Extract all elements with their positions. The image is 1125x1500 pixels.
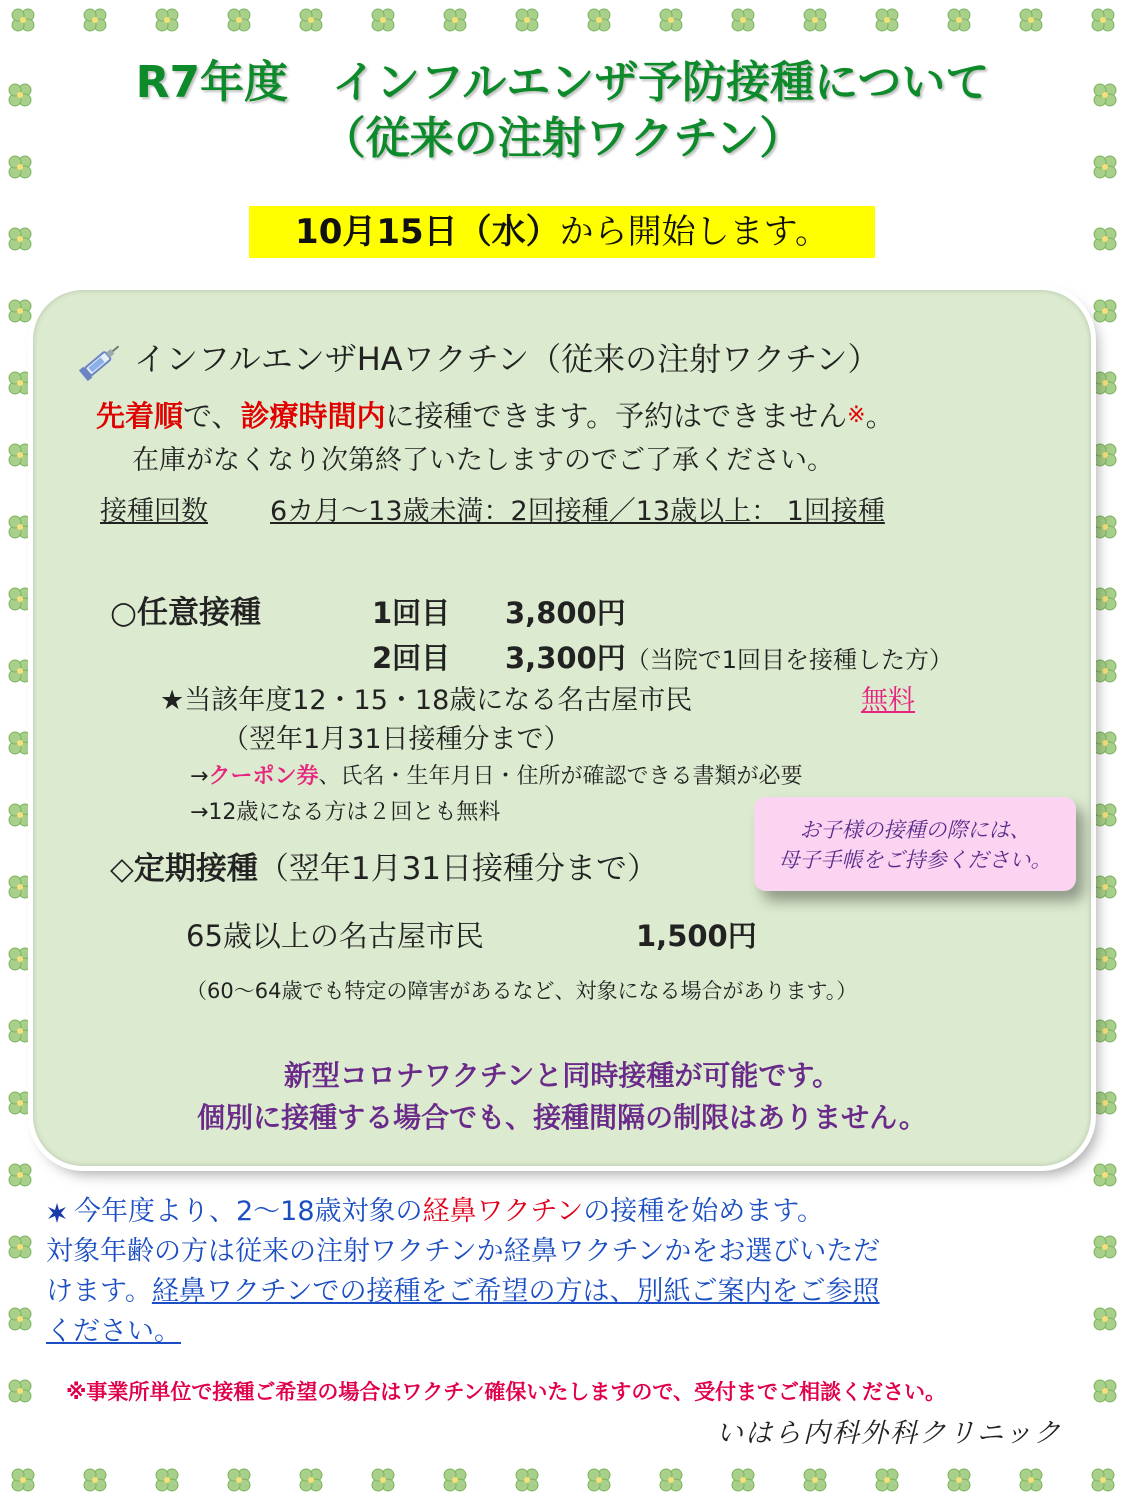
nasal-line3-pre: けます。 [46, 1276, 152, 1307]
nasal-line1-post: の接種を始めます。 [583, 1196, 825, 1227]
clover-icon [1090, 296, 1120, 326]
clover-icon [1090, 440, 1120, 470]
routine-price: 1,500円 [636, 919, 757, 953]
first-come-line [96, 394, 895, 438]
clover-icon [800, 1465, 830, 1495]
nasal-line3 [46, 1272, 880, 1312]
covid-line2: 個別に接種する場合でも、接種間隔の制限はありません。 [197, 1101, 927, 1134]
free-label: 無料 [861, 685, 915, 716]
child-note-line1: お子様の接種の際には、 [799, 818, 1031, 842]
nasal-vaccine-label: 経鼻ワクチン [422, 1196, 584, 1227]
page-title: R7年度 インフルエンザ予防接種について [135, 57, 990, 108]
routine-line [110, 846, 658, 892]
clover-icon [5, 368, 35, 398]
stock-notice: 在庫がなくなり次第終了いたしますのでご了承ください。 [132, 445, 834, 476]
clover-icon [1090, 944, 1120, 974]
clover-icon [5, 1232, 35, 1262]
clover-icon [1090, 1088, 1120, 1118]
clover-icon [1090, 1232, 1120, 1262]
hours-label: 診療時間内 [240, 399, 386, 433]
clover-icon [440, 1465, 470, 1495]
second-dose-note: （当院で1回目を接種した方） [625, 646, 954, 674]
clover-icon [8, 5, 38, 35]
clover-icon [5, 512, 35, 542]
clover-icon [5, 224, 35, 254]
clover-icon [5, 1160, 35, 1190]
clover-icon [1090, 800, 1120, 830]
clover-icon [224, 5, 254, 35]
clinic-name: いはら内科外科クリニック [716, 1418, 1063, 1449]
clover-icon [1090, 872, 1120, 902]
clover-icon [1090, 728, 1120, 758]
clover-icon [584, 1465, 614, 1495]
clover-icon [728, 5, 758, 35]
clover-icon [512, 1465, 542, 1495]
clover-icon [1090, 1016, 1120, 1046]
start-date-banner [249, 206, 875, 258]
nasal-line2: 対象年齢の方は従来の注射ワクチンか経鼻ワクチンかをお選びいただ [46, 1236, 881, 1267]
nasal-line4 [46, 1312, 181, 1352]
clover-icon [5, 944, 35, 974]
clover-icon [5, 656, 35, 686]
clover-icon [656, 1465, 686, 1495]
clover-border-top [0, 0, 1125, 40]
routine-deadline: （翌年1月31日接種分まで） [257, 851, 659, 887]
clover-icon [152, 5, 182, 35]
clover-border-right [1085, 40, 1125, 1460]
clover-icon [5, 296, 35, 326]
clover-icon [872, 5, 902, 35]
clover-icon [944, 1465, 974, 1495]
routine-note: （60～64歳でも特定の障害があるなど、対象になる場合があります。） [186, 979, 858, 1003]
voluntary-heading: ○任意接種 [110, 595, 262, 631]
clover-icon [440, 5, 470, 35]
clover-icon [5, 800, 35, 830]
first-come-label: 先着順 [96, 399, 184, 433]
clover-icon [8, 1465, 38, 1495]
clover-icon [1090, 1160, 1120, 1190]
clover-icon [5, 440, 35, 470]
first-dose-label: 1回目 [372, 596, 451, 630]
clover-border-bottom [0, 1460, 1125, 1500]
child-note-line2: 母子手帳をご持参ください。 [778, 848, 1052, 872]
clover-icon [152, 1465, 182, 1495]
text-a: で、 [183, 399, 241, 433]
nasal-guide-link[interactable]: 経鼻ワクチンでの接種をご希望の方は、別紙ご案内をご参照 [151, 1276, 880, 1307]
page-subtitle: （従来の注射ワクチン） [321, 113, 804, 164]
coupon-label: クーポン券 [208, 764, 319, 789]
footer-note: ※事業所単位で接種ご希望の場合はワクチン確保いたしますので、受付までご相談ください。 [66, 1380, 946, 1404]
dose-count-line [100, 492, 885, 532]
dose-count-value: 6カ月～13歳未満：2回接種／13歳以上： 1回接種 [270, 496, 885, 527]
clover-icon [368, 1465, 398, 1495]
second-dose-price: 3,300円 [505, 641, 626, 675]
clover-icon [5, 1016, 35, 1046]
clover-icon [5, 728, 35, 758]
clover-icon [1090, 656, 1120, 686]
clover-icon [872, 1465, 902, 1495]
vaccine-name: インフルエンザHAワクチン（従来の注射ワクチン） [134, 340, 880, 378]
start-date-suffix: から開始します。 [559, 212, 829, 252]
text-b: に接種できます。予約はできません [385, 399, 848, 433]
clover-icon [1016, 5, 1046, 35]
clover-icon [5, 1088, 35, 1118]
clover-icon [1090, 224, 1120, 254]
nasal-line1-pre: 今年度より、2～18歳対象の [74, 1196, 423, 1227]
syringe-icon [78, 341, 124, 381]
first-dose-price: 3,800円 [505, 596, 626, 630]
clover-icon [656, 5, 686, 35]
clover-icon [5, 872, 35, 902]
clover-icon [224, 1465, 254, 1495]
start-date: 10月15日（水） [295, 212, 560, 252]
clover-icon [80, 5, 110, 35]
child-note-box [754, 797, 1076, 891]
clover-icon [80, 1465, 110, 1495]
clover-icon [728, 1465, 758, 1495]
coupon-requirement [190, 760, 802, 794]
clover-icon [1088, 5, 1118, 35]
clover-icon [296, 1465, 326, 1495]
routine-target: 65歳以上の名古屋市民 [186, 919, 484, 953]
arrow-1: → [190, 764, 209, 789]
free-eligibility: ★当該年度12・15・18歳になる名古屋市民 [160, 685, 693, 716]
note-mark: ※ [847, 403, 866, 428]
clover-icon [1016, 1465, 1046, 1495]
covid-line1: 新型コロナワクチンと同時接種が可能です。 [283, 1059, 841, 1092]
second-dose-line [505, 636, 953, 682]
routine-heading: ◇定期接種 [110, 851, 258, 887]
clover-icon [296, 5, 326, 35]
clover-icon [5, 1376, 35, 1406]
clover-icon [584, 5, 614, 35]
free-deadline: （翌年1月31日接種分まで） [222, 724, 571, 755]
star-icon [46, 1202, 68, 1224]
coupon-detail: 、氏名・生年月日・住所が確認できる書類が必要 [318, 764, 803, 789]
clover-icon [1090, 1376, 1120, 1406]
clover-icon [800, 5, 830, 35]
text-c: 。 [865, 399, 895, 433]
clover-icon [5, 584, 35, 614]
clover-icon [1090, 584, 1120, 614]
clover-icon [5, 1304, 35, 1334]
nasal-guide-link-end[interactable]: ください。 [46, 1316, 181, 1347]
clover-icon [1090, 512, 1120, 542]
dose-count-label: 接種回数 [100, 496, 208, 527]
clover-icon [944, 5, 974, 35]
clover-icon [1090, 368, 1120, 398]
clover-icon [368, 5, 398, 35]
second-dose-label: 2回目 [372, 641, 451, 675]
clover-icon [512, 5, 542, 35]
nasal-line1 [46, 1192, 824, 1232]
clover-icon [1090, 1304, 1120, 1334]
vaccine-heading [78, 336, 879, 382]
clover-icon [1088, 1465, 1118, 1495]
age12-note: →12歳になる方は２回とも無料 [190, 800, 501, 825]
